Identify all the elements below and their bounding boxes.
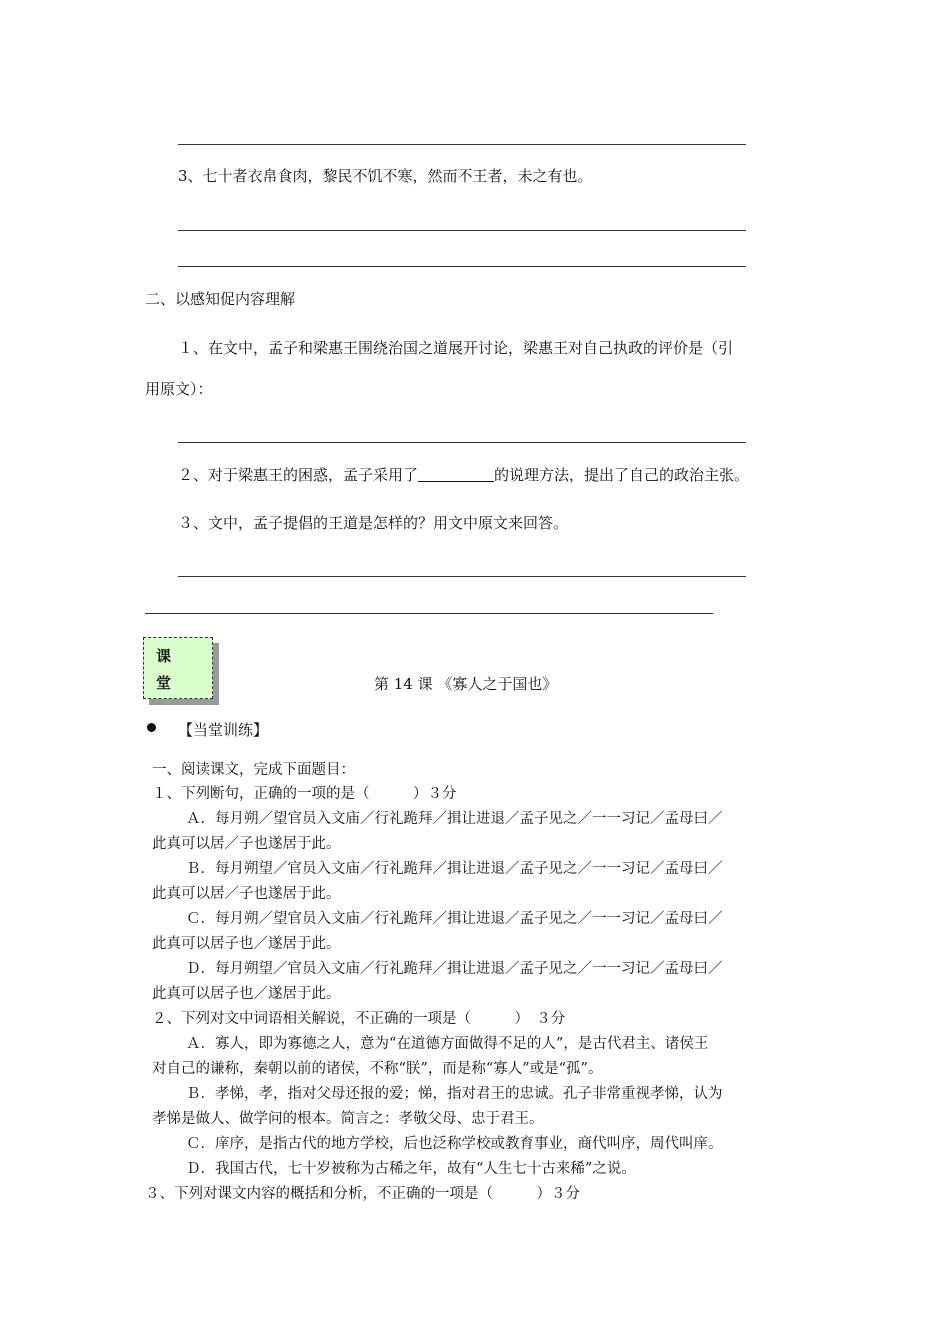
q2-option-b-line2: 孝悌是做人、做学问的根本。简言之：孝敬父母、忠于君王。 <box>152 1111 544 1127</box>
classroom-label-box <box>143 637 213 699</box>
q2-option-a-line1: Ａ．寡人，即为寡德之人，意为“在道德方面做得不足的人”，是古代君主、诸侯王 <box>186 1036 709 1052</box>
q2-stem: ２、下列对文中词语相关解说，不正确的一项是（ ） ３分 <box>152 1011 566 1027</box>
fill-blank <box>418 467 494 482</box>
question-2-text-after: 的说理方法，提出了自己的政治主张。 <box>494 466 750 484</box>
q1-option-b-line1: Ｂ．每月朔望／官员入文庙／行礼跪拜／揖让进退／孟子见之／一一习记／孟母曰／ <box>186 861 723 877</box>
q1-option-c-line2: 此真可以居子也／遂居于此。 <box>152 936 341 952</box>
question-2-text-before: ２、对于梁惠王的困惑，孟子采用了 <box>178 466 419 484</box>
question-1-line1: １、在文中，孟子和梁惠王围绕治国之道展开讨论，梁惠王对自己执政的评价是（引 <box>178 339 734 357</box>
question-1-line2: 用原文）： <box>145 380 213 398</box>
answer-line <box>178 266 746 267</box>
answer-line <box>178 230 746 231</box>
q1-option-a-line2: 此真可以居／子也遂居于此。 <box>152 836 341 852</box>
bullet-icon <box>147 723 156 732</box>
q2-option-c: Ｃ．庠序，是指古代的地方学校，后也泛称学校或教育事业，商代叫序，周代叫庠。 <box>186 1136 723 1152</box>
box-char-1: 课 <box>156 647 172 665</box>
q2-option-d: Ｄ．我国古代，七十岁被称为古稀之年，故有“人生七十古来稀”之说。 <box>186 1161 636 1177</box>
box-char-2: 堂 <box>156 674 172 692</box>
section-heading: 二、以感知促内容理解 <box>145 290 296 308</box>
q1-option-a-line1: Ａ．每月朔／望官员入文庙／行礼跪拜／揖让进退／孟子见之／一一习记／孟母曰／ <box>186 811 723 827</box>
section-1-heading: 一、阅读课文，完成下面题目： <box>152 762 355 778</box>
answer-line <box>178 576 746 577</box>
section-divider <box>145 613 713 614</box>
q2-option-a-line2: 对自己的谦称，秦朝以前的诸侯，不称“朕”，而是称“寡人”或是“孤”。 <box>152 1061 603 1077</box>
q1-option-c-line1: Ｃ．每月朔／望官员入文庙／行礼跪拜／揖让进退／孟子见之／一一习记／孟母曰／ <box>186 911 723 927</box>
answer-line <box>178 442 746 443</box>
q3-stem: ３、下列对课文内容的概括和分析，不正确的一项是（ ）３分 <box>145 1186 580 1202</box>
training-label: 【当堂训练】 <box>178 721 269 739</box>
lesson-title: 第 14 课 《寡人之于国也》 <box>374 675 558 693</box>
q1-option-d-line2: 此真可以居子也／遂居于此。 <box>152 986 341 1002</box>
q1-option-d-line1: Ｄ．每月朔望／官员入文庙／行礼跪拜／揖让进退／孟子见之／一一习记／孟母曰／ <box>186 961 723 977</box>
question-2 <box>178 464 749 485</box>
q2-option-b-line1: Ｂ．孝悌，孝，指对父母还报的爱；悌，指对君王的忠诚。孔子非常重视孝悌，认为 <box>186 1086 723 1102</box>
q1-stem: １、下列断句，正确的一项的是（ ）３分 <box>152 786 457 802</box>
question-3: 3、七十者衣帛食肉，黎民不饥不寒，然而不王者，未之有也。 <box>178 167 593 185</box>
answer-line <box>178 144 746 145</box>
question-3: ３、文中，孟子提倡的王道是怎样的？用文中原文来回答。 <box>178 514 569 532</box>
q1-option-b-line2: 此真可以居／子也遂居于此。 <box>152 886 341 902</box>
